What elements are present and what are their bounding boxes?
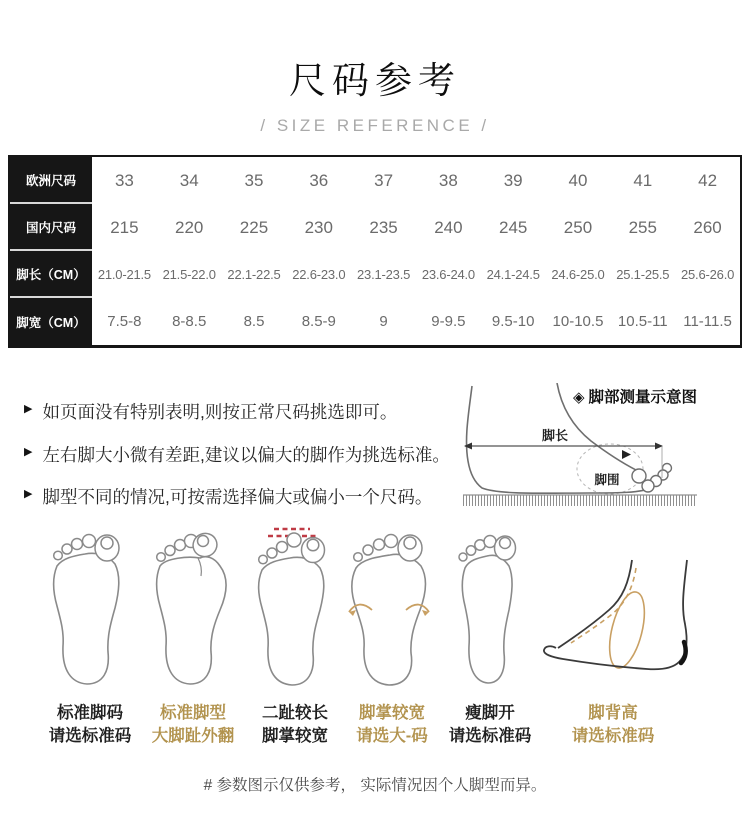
table-cell: 35	[244, 170, 264, 190]
row-label: 国内尺码	[10, 204, 92, 251]
note-item	[24, 399, 464, 424]
table-cell: 38	[438, 170, 458, 190]
row-label: 脚长（CM）	[10, 251, 92, 298]
table-cell: 34	[179, 170, 199, 190]
fitting-notes	[24, 399, 464, 527]
table-cell: 8-8.5	[172, 313, 207, 330]
row-values	[92, 157, 740, 204]
caption-line2: 请选标准码	[571, 727, 655, 745]
diagram-title-text: 脚部测量示意图	[588, 389, 698, 406]
foot-toes	[632, 464, 672, 493]
header	[0, 50, 750, 136]
caption-line2: 请选大-码	[356, 727, 428, 745]
note-text: 如页面没有特别表明,则按正常尺码挑选即可。	[42, 402, 398, 422]
page-title: 尺码参考	[289, 60, 461, 101]
row-values	[92, 204, 740, 251]
table-cell: 42	[698, 170, 718, 190]
table-row-eu-size	[10, 157, 740, 204]
table-cell: 215	[110, 217, 139, 237]
table-cell: 9.5-10	[491, 313, 535, 330]
table-cell: 39	[503, 170, 523, 190]
caption-line1: 标准脚码	[57, 704, 123, 722]
size-table	[8, 155, 742, 348]
triangle-bullet-icon: ▶	[24, 403, 33, 415]
foot-side-measure-illustration	[455, 383, 748, 510]
table-cell: 235	[369, 217, 398, 237]
diamond-icon: ◈	[573, 389, 585, 406]
table-cell: 255	[628, 217, 657, 237]
foot-high-instep-illustration	[535, 558, 705, 683]
foot-type-caption	[425, 702, 555, 748]
note-text: 脚型不同的情况,可按需选择偏大或偏小一个尺码。	[42, 487, 433, 507]
instep-ellipse	[603, 589, 651, 672]
arrowhead-left	[464, 443, 472, 450]
table-cell: 41	[633, 170, 653, 190]
triangle-bullet-icon: ▶	[24, 445, 33, 458]
table-cell: 25.6-26.0	[681, 267, 735, 282]
foot-wide-illustration	[344, 526, 439, 688]
table-cell: 24.6-25.0	[551, 267, 605, 282]
table-cell: 9	[379, 313, 388, 330]
table-cell: 36	[309, 170, 329, 190]
footer-note: # 参数图示仅供参考， 实际情况因个人脚型而异。	[203, 777, 547, 794]
caption-line2: 请选标准码	[48, 727, 132, 745]
table-cell: 230	[304, 217, 333, 237]
table-cell: 23.1-23.5	[357, 267, 411, 282]
table-cell: 8.5-9	[301, 313, 336, 330]
triangle-bullet-icon: ▶	[24, 488, 33, 500]
caption-line2: 脚掌较宽	[262, 727, 328, 745]
page-subtitle: / SIZE REFERENCE /	[260, 116, 490, 135]
note-item	[24, 484, 464, 509]
table-cell: 7.5-8	[107, 313, 142, 330]
table-cell: 8.5	[243, 313, 265, 330]
foot-outline-top	[557, 383, 638, 471]
table-cell: 225	[239, 217, 269, 237]
row-label: 欧洲尺码	[10, 157, 92, 204]
heel-accent	[681, 642, 686, 663]
table-cell: 10-10.5	[552, 313, 604, 330]
foot-narrow-illustration	[453, 526, 523, 688]
foot-bunion-illustration	[150, 526, 235, 688]
table-cell: 250	[563, 217, 593, 237]
table-cell: 25.1-25.5	[616, 267, 670, 282]
table-cell: 24.1-24.5	[486, 267, 540, 282]
girth-label: 脚围	[594, 473, 620, 487]
table-cell: 245	[498, 217, 528, 237]
table-cell: 21.5-22.0	[162, 267, 216, 282]
foot-measure-diagram	[455, 383, 748, 510]
table-cell: 10.5-11	[617, 313, 668, 330]
length-label: 脚长	[541, 428, 569, 443]
table-cell: 22.1-22.5	[227, 267, 281, 282]
table-cell: 33	[114, 170, 134, 190]
caption-line2: 请选标准码	[448, 727, 532, 745]
table-cell: 220	[175, 217, 204, 237]
foot-standard-illustration	[47, 526, 132, 688]
row-label: 脚宽（CM）	[10, 298, 92, 345]
row-values	[92, 251, 740, 298]
note-item	[24, 442, 464, 467]
caption-line1: 二趾较长	[262, 704, 328, 722]
caption-line1: 脚背高	[588, 704, 638, 722]
table-cell: 260	[693, 217, 722, 237]
foot-type-caption	[548, 702, 678, 748]
table-cell: 9-9.5	[431, 313, 466, 330]
foot-long-second-toe-illustration	[252, 526, 337, 688]
table-cell: 11-11.5	[683, 313, 732, 330]
table-row-foot-width	[10, 298, 740, 345]
table-cell: 37	[374, 170, 394, 190]
caption-line1: 瘦脚开	[465, 704, 515, 722]
small-arrow-icon	[622, 450, 631, 459]
table-cell: 22.6-23.0	[292, 267, 346, 282]
table-cell: 40	[568, 170, 588, 190]
table-cell: 23.6-24.0	[421, 267, 475, 282]
table-row-cn-size	[10, 204, 740, 251]
caption-line1: 标准脚型	[160, 704, 226, 722]
note-text: 左右脚大小微有差距,建议以偏大的脚作为挑选标准。	[42, 444, 450, 465]
table-cell: 21.0-21.5	[97, 267, 151, 282]
caption-line2: 大脚趾外翻	[151, 727, 235, 745]
caption-line1: 脚掌较宽	[359, 704, 425, 722]
table-row-foot-length	[10, 251, 740, 298]
row-values	[92, 298, 740, 345]
table-cell: 240	[434, 217, 463, 237]
